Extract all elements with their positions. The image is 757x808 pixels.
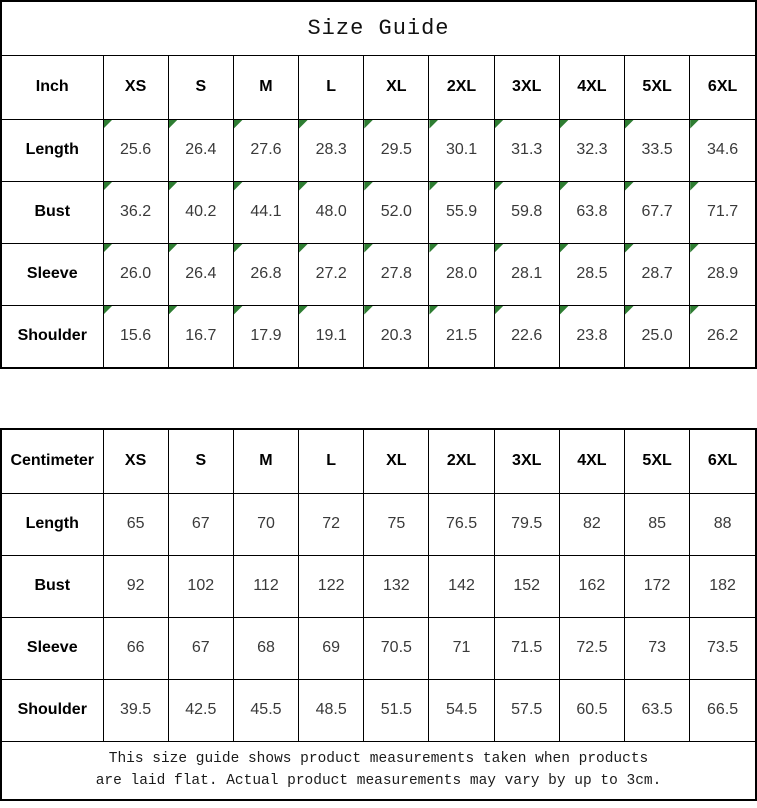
- size-header-cell: 3XL: [494, 430, 559, 493]
- cell-corner-flag-icon: [234, 120, 243, 129]
- value-cell: [364, 119, 429, 181]
- value-text: 152: [513, 577, 541, 594]
- size-header-cell: 2XL: [429, 56, 494, 119]
- cell-corner-flag-icon: [364, 306, 373, 315]
- footer-note-line2: are laid flat. Actual product measurements may vary by up to 3cm.: [95, 772, 662, 789]
- cell-corner-flag-icon: [169, 306, 178, 315]
- measurement-row: [2, 555, 755, 617]
- measurement-label-cell: Length: [2, 493, 103, 555]
- value-text: 51.5: [380, 701, 412, 719]
- cell-corner-flag-icon: [495, 120, 504, 129]
- cell-corner-flag-icon: [625, 182, 634, 191]
- cell-corner-flag-icon: [495, 182, 504, 191]
- value-text: 36.2: [120, 203, 152, 220]
- value-cell: [233, 493, 298, 555]
- cell-corner-flag-icon: [625, 306, 634, 315]
- value-text: 71.7: [707, 203, 739, 220]
- cm-size-table: [2, 430, 755, 741]
- value-text: 52.0: [380, 203, 412, 220]
- cell-corner-flag-icon: [364, 182, 373, 191]
- value-cell: [168, 181, 233, 243]
- inch-size-table: [2, 56, 755, 367]
- value-cell: [103, 243, 168, 305]
- value-cell: [299, 617, 364, 679]
- value-text: 76.5: [445, 515, 478, 532]
- value-cell: [559, 305, 624, 367]
- size-header-cell: 4XL: [559, 430, 624, 493]
- unit-label-cell: Inch: [2, 56, 103, 119]
- size-header-cell: XS: [103, 56, 168, 119]
- cell-corner-flag-icon: [104, 120, 113, 129]
- cell-corner-flag-icon: [299, 244, 308, 253]
- value-cell: [168, 305, 233, 367]
- value-text: 172: [643, 577, 671, 594]
- value-text: 48.5: [315, 701, 347, 719]
- cell-corner-flag-icon: [364, 244, 373, 253]
- page-title: Size Guide: [307, 16, 450, 41]
- value-text: 32.3: [576, 141, 608, 158]
- value-text: 28.7: [641, 265, 673, 282]
- value-text: 42.5: [185, 701, 217, 719]
- size-header-cell: 2XL: [429, 430, 494, 493]
- value-cell: [625, 181, 690, 243]
- value-text: 70: [257, 515, 275, 532]
- size-header-cell: S: [168, 56, 233, 119]
- cell-corner-flag-icon: [104, 306, 113, 315]
- value-text: 72.5: [576, 639, 608, 656]
- value-cell: [690, 555, 755, 617]
- value-cell: [103, 617, 168, 679]
- value-text: 28.3: [315, 141, 347, 158]
- value-cell: [429, 679, 494, 741]
- value-text: 28.5: [576, 265, 608, 282]
- value-text: 60.5: [576, 701, 608, 719]
- cell-corner-flag-icon: [234, 244, 243, 253]
- value-cell: [494, 305, 559, 367]
- value-cell: [233, 243, 298, 305]
- size-header-cell: XL: [364, 430, 429, 493]
- value-cell: [559, 679, 624, 741]
- size-header-cell: 5XL: [625, 430, 690, 493]
- measurement-row: [2, 679, 755, 741]
- value-cell: [690, 181, 755, 243]
- value-text: 71: [452, 639, 471, 656]
- cell-corner-flag-icon: [625, 120, 634, 129]
- value-text: 48.0: [315, 203, 347, 220]
- footer-note: [2, 741, 755, 799]
- value-cell: [299, 493, 364, 555]
- size-header-cell: XL: [364, 56, 429, 119]
- size-header-cell: 5XL: [625, 56, 690, 119]
- cell-corner-flag-icon: [169, 120, 178, 129]
- value-text: 55.9: [445, 203, 478, 220]
- value-cell: [625, 679, 690, 741]
- value-cell: [559, 555, 624, 617]
- value-text: 73.5: [707, 639, 739, 656]
- cell-corner-flag-icon: [299, 306, 308, 315]
- value-cell: [103, 679, 168, 741]
- value-text: 63.5: [641, 701, 673, 719]
- value-text: 75: [387, 515, 406, 532]
- value-cell: [233, 119, 298, 181]
- value-cell: [494, 181, 559, 243]
- cell-corner-flag-icon: [690, 306, 699, 315]
- value-cell: [233, 555, 298, 617]
- unit-label-cell: Centimeter: [2, 430, 103, 493]
- value-text: 162: [578, 577, 606, 594]
- value-text: 22.6: [511, 327, 543, 345]
- value-text: 21.5: [445, 327, 478, 345]
- title-box: [2, 2, 755, 56]
- value-cell: [690, 305, 755, 367]
- value-text: 26.0: [120, 265, 152, 282]
- value-text: 25.6: [120, 141, 152, 158]
- measurement-label-cell: Bust: [2, 181, 103, 243]
- value-cell: [625, 305, 690, 367]
- value-cell: [103, 493, 168, 555]
- cell-corner-flag-icon: [299, 120, 308, 129]
- value-text: 19.1: [315, 327, 347, 345]
- value-text: 27.2: [315, 265, 347, 282]
- value-text: 67: [191, 515, 210, 532]
- value-text: 73: [648, 639, 666, 656]
- value-text: 44.1: [250, 203, 282, 220]
- value-text: 67.7: [641, 203, 673, 220]
- cell-corner-flag-icon: [169, 182, 178, 191]
- measurement-row: [2, 119, 755, 181]
- cell-corner-flag-icon: [169, 244, 178, 253]
- value-cell: [625, 555, 690, 617]
- cell-corner-flag-icon: [560, 182, 569, 191]
- cell-corner-flag-icon: [234, 306, 243, 315]
- value-cell: [429, 555, 494, 617]
- size-header-cell: 6XL: [690, 430, 755, 493]
- cell-corner-flag-icon: [104, 244, 113, 253]
- cell-corner-flag-icon: [495, 244, 504, 253]
- value-cell: [168, 679, 233, 741]
- value-cell: [429, 305, 494, 367]
- value-text: 33.5: [641, 141, 673, 158]
- table-gap: [0, 369, 757, 428]
- measurement-row: [2, 305, 755, 367]
- value-cell: [429, 617, 494, 679]
- value-cell: [559, 119, 624, 181]
- cell-corner-flag-icon: [690, 182, 699, 191]
- value-text: 34.6: [707, 141, 739, 158]
- value-cell: [299, 555, 364, 617]
- value-cell: [299, 181, 364, 243]
- value-cell: [103, 181, 168, 243]
- size-header-cell: 6XL: [690, 56, 755, 119]
- value-text: 29.5: [380, 141, 412, 158]
- value-cell: [364, 555, 429, 617]
- value-text: 23.8: [576, 327, 608, 345]
- inch-section: [0, 0, 757, 369]
- value-text: 63.8: [576, 203, 608, 220]
- value-text: 69: [322, 639, 341, 656]
- value-text: 16.7: [185, 327, 217, 345]
- cell-corner-flag-icon: [234, 182, 243, 191]
- measurement-row: [2, 243, 755, 305]
- value-text: 15.6: [120, 327, 152, 345]
- value-cell: [690, 493, 755, 555]
- value-text: 26.4: [185, 141, 217, 158]
- value-text: 57.5: [511, 701, 543, 719]
- size-header-row: [2, 430, 755, 493]
- cell-corner-flag-icon: [364, 120, 373, 129]
- value-text: 142: [448, 577, 475, 594]
- cell-corner-flag-icon: [560, 120, 569, 129]
- cell-corner-flag-icon: [104, 182, 113, 191]
- value-text: 27.6: [250, 141, 282, 158]
- cell-corner-flag-icon: [429, 306, 438, 315]
- value-text: 17.9: [250, 327, 282, 345]
- size-header-cell: M: [233, 56, 298, 119]
- measurement-row: [2, 493, 755, 555]
- value-cell: [364, 679, 429, 741]
- size-header-row: [2, 56, 755, 119]
- value-cell: [429, 119, 494, 181]
- value-cell: [429, 493, 494, 555]
- measurement-label-cell: Sleeve: [2, 617, 103, 679]
- value-text: 122: [317, 577, 345, 594]
- size-header-cell: M: [233, 430, 298, 493]
- value-cell: [299, 119, 364, 181]
- value-cell: [559, 243, 624, 305]
- value-cell: [299, 679, 364, 741]
- value-text: 26.4: [185, 265, 217, 282]
- size-header-cell: S: [168, 430, 233, 493]
- value-text: 54.5: [445, 701, 478, 719]
- value-cell: [625, 119, 690, 181]
- value-text: 182: [709, 577, 736, 594]
- cell-corner-flag-icon: [560, 244, 569, 253]
- cell-corner-flag-icon: [495, 306, 504, 315]
- value-cell: [494, 617, 559, 679]
- value-cell: [364, 305, 429, 367]
- value-cell: [559, 493, 624, 555]
- value-text: 20.3: [380, 327, 412, 345]
- value-cell: [494, 243, 559, 305]
- size-header-cell: 3XL: [494, 56, 559, 119]
- measurement-label-cell: Shoulder: [2, 679, 103, 741]
- value-cell: [103, 119, 168, 181]
- value-text: 92: [126, 577, 145, 594]
- value-text: 66: [126, 639, 145, 656]
- size-header-cell: 4XL: [559, 56, 624, 119]
- measurement-label-cell: Sleeve: [2, 243, 103, 305]
- value-cell: [559, 617, 624, 679]
- value-cell: [233, 617, 298, 679]
- value-text: 67: [191, 639, 210, 656]
- value-cell: [494, 119, 559, 181]
- value-cell: [364, 181, 429, 243]
- value-cell: [494, 555, 559, 617]
- cell-corner-flag-icon: [690, 120, 699, 129]
- value-cell: [233, 181, 298, 243]
- measurement-label-cell: Shoulder: [2, 305, 103, 367]
- cell-corner-flag-icon: [429, 244, 438, 253]
- value-text: 85: [648, 515, 666, 532]
- cm-section: [0, 428, 757, 801]
- value-cell: [429, 243, 494, 305]
- value-text: 66.5: [707, 701, 739, 719]
- value-cell: [690, 243, 755, 305]
- value-cell: [168, 243, 233, 305]
- value-cell: [168, 493, 233, 555]
- value-text: 26.8: [250, 265, 282, 282]
- value-text: 70.5: [380, 639, 412, 656]
- value-text: 39.5: [120, 701, 152, 719]
- value-text: 72: [322, 515, 341, 532]
- value-cell: [690, 119, 755, 181]
- value-cell: [690, 679, 755, 741]
- cell-corner-flag-icon: [625, 244, 634, 253]
- value-cell: [168, 617, 233, 679]
- value-cell: [690, 617, 755, 679]
- value-cell: [299, 305, 364, 367]
- value-text: 79.5: [511, 515, 543, 532]
- footer-note-line1: This size guide shows product measurements taken when products: [108, 750, 649, 767]
- value-cell: [364, 243, 429, 305]
- value-text: 40.2: [185, 203, 217, 220]
- value-cell: [168, 119, 233, 181]
- value-text: 112: [253, 577, 279, 594]
- value-cell: [559, 181, 624, 243]
- value-text: 28.1: [511, 265, 543, 282]
- value-text: 28.0: [445, 265, 478, 282]
- value-text: 30.1: [445, 141, 478, 158]
- value-cell: [103, 305, 168, 367]
- value-text: 82: [583, 515, 601, 532]
- cell-corner-flag-icon: [299, 182, 308, 191]
- value-cell: [103, 555, 168, 617]
- value-text: 71.5: [511, 639, 543, 656]
- value-cell: [429, 181, 494, 243]
- value-text: 132: [382, 577, 410, 594]
- value-cell: [233, 679, 298, 741]
- size-header-cell: L: [299, 56, 364, 119]
- value-text: 31.3: [511, 141, 543, 158]
- value-text: 68: [257, 639, 275, 656]
- value-cell: [364, 617, 429, 679]
- value-text: 26.2: [707, 327, 739, 345]
- value-cell: [233, 305, 298, 367]
- measurement-row: [2, 617, 755, 679]
- value-text: 65: [126, 515, 145, 532]
- value-cell: [625, 243, 690, 305]
- measurement-row: [2, 181, 755, 243]
- value-cell: [625, 493, 690, 555]
- value-cell: [364, 493, 429, 555]
- value-text: 27.8: [380, 265, 412, 282]
- value-cell: [168, 555, 233, 617]
- cell-corner-flag-icon: [429, 182, 438, 191]
- value-cell: [494, 493, 559, 555]
- value-text: 45.5: [250, 701, 282, 719]
- value-text: 28.9: [707, 265, 739, 282]
- value-cell: [625, 617, 690, 679]
- value-text: 88: [713, 515, 732, 532]
- value-text: 25.0: [641, 327, 673, 345]
- measurement-label-cell: Length: [2, 119, 103, 181]
- value-cell: [494, 679, 559, 741]
- value-text: 102: [187, 577, 215, 594]
- size-header-cell: XS: [103, 430, 168, 493]
- cell-corner-flag-icon: [429, 120, 438, 129]
- value-text: 59.8: [511, 203, 543, 220]
- cell-corner-flag-icon: [690, 244, 699, 253]
- measurement-label-cell: Bust: [2, 555, 103, 617]
- cell-corner-flag-icon: [560, 306, 569, 315]
- value-cell: [299, 243, 364, 305]
- size-header-cell: L: [299, 430, 364, 493]
